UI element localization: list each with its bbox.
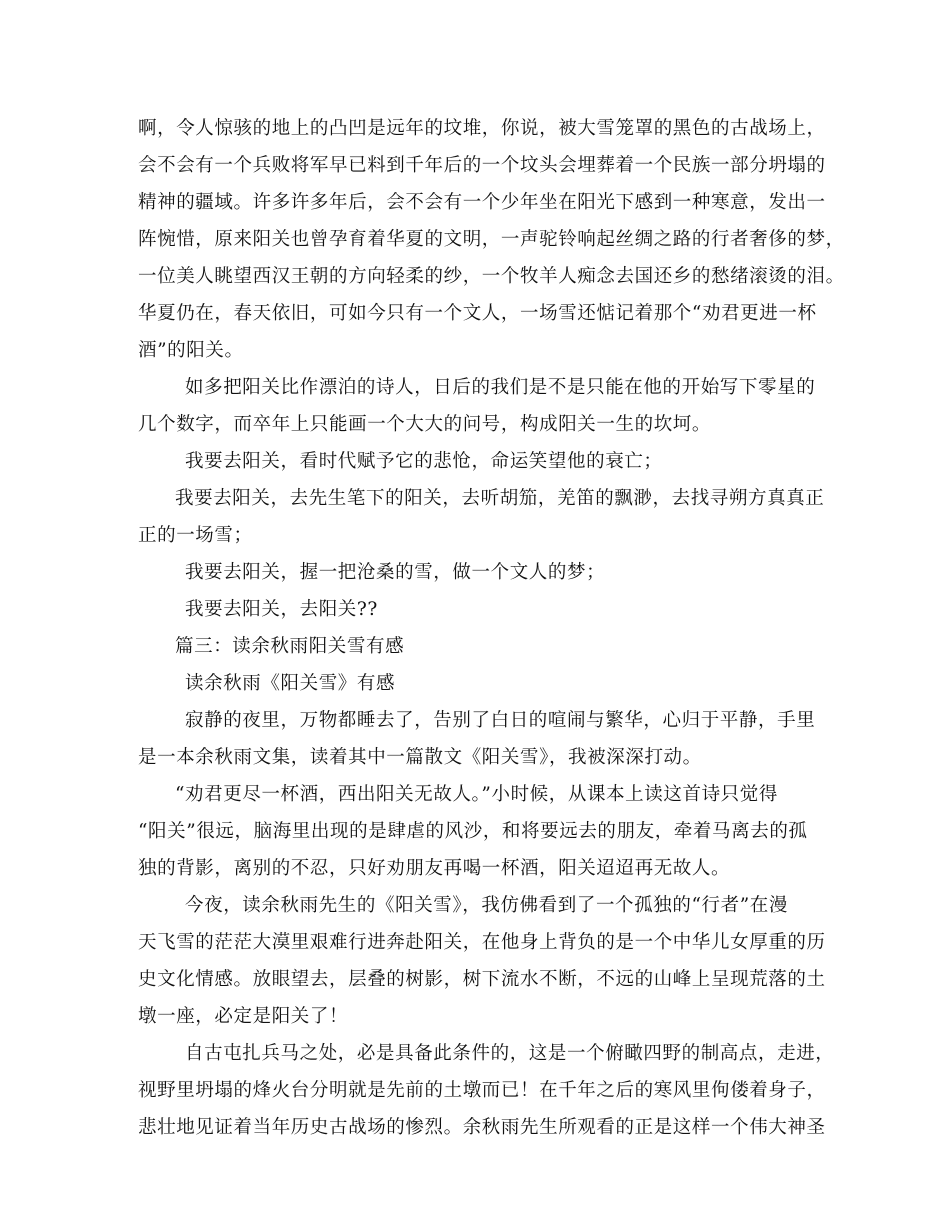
text-line: 我要去阳关，握一把沧桑的雪，做一个文人的梦；	[185, 562, 606, 583]
text-line: 今夜，读余秋雨先生的《阳关雪》，我仿佛看到了一个孤独的“行者”在漫	[185, 895, 788, 916]
text-line: 是一本余秋雨文集，读着其中一篇散文《阳关雪》，我被深深打动。	[138, 747, 702, 768]
text-line: 我要去阳关，去阳关??	[185, 599, 378, 620]
text-line: 视野里坍塌的烽火台分明就是先前的土墩而已！在千年之后的寒风里佝偻着身子，	[138, 1080, 826, 1101]
text-line: 正的一场雪；	[138, 525, 253, 546]
text-line: 天飞雪的茫茫大漠里艰难行进奔赴阳关，在他身上背负的是一个中华儿女厚重的历	[138, 932, 826, 953]
text-line: 独的背影，离别的不忍，只好劝朋友再喝一杯酒，阳关迢迢再无故人。	[138, 858, 731, 879]
text-line: 史文化情感。放眼望去，层叠的树影，树下流水不断，不远的山峰上呈现荒落的土	[138, 969, 826, 990]
text-line: 如多把阳关比作漂泊的诗人，日后的我们是不是只能在他的开始写下零星的	[185, 377, 816, 398]
text-line: 悲壮地见证着当年历史古战场的惨烈。余秋雨先生所观看的正是这样一个伟大神圣	[138, 1117, 826, 1138]
text-line: 几个数字，而卒年上只能画一个大大的问号，构成阳关一生的坎坷。	[138, 414, 712, 435]
text-line: 寂静的夜里，万物都睡去了，告别了白日的喧闹与繁华，心归于平静，手里	[185, 710, 816, 731]
text-line: 华夏仍在，春天依旧，可如今只有一个文人，一场雪还惦记着那个“劝君更进一杯	[138, 303, 817, 324]
text-line: 酒”的阳关。	[138, 340, 244, 361]
text-line: “阳关”很远，脑海里出现的是肆虐的风沙，和将要远去的朋友，牵着马离去的孤	[138, 821, 808, 842]
text-line: 精神的疆域。许多许多年后，会不会有一个少年坐在阳光下感到一种寒意，发出一	[138, 192, 826, 213]
text-line: 一位美人眺望西汉王朝的方向轻柔的纱，一个牧羊人痴念去国还乡的愁绪滚烫的泪。	[138, 266, 845, 287]
text-line: 自古屯扎兵马之处，必是具备此条件的，这是一个俯瞰四野的制高点，走进，	[185, 1043, 835, 1064]
text-line: 墩一座，必定是阳关了！	[138, 1006, 349, 1027]
text-line: “劝君更尽一杯酒，西出阳关无故人。”小时候，从课本上读这首诗只觉得	[175, 784, 778, 805]
article-title: 读余秋雨《阳关雪》有感	[185, 673, 396, 694]
text-line: 我要去阳关，看时代赋予它的悲怆，命运笑望他的衰亡；	[185, 451, 663, 472]
text-line: 会不会有一个兵败将军早已料到千年后的一个坟头会埋葬着一个民族一部分坍塌的	[138, 155, 826, 176]
text-line: 我要去阳关，去先生笔下的阳关，去听胡笳，羌笛的飘渺，去找寻朔方真真正	[175, 488, 825, 509]
section-heading: 篇三：读余秋雨阳关雪有感	[175, 636, 405, 657]
text-line: 阵惋惜，原来阳关也曾孕育着华夏的文明，一声驼铃响起丝绸之路的行者奢侈的梦，	[138, 229, 845, 250]
text-line: 啊，令人惊骇的地上的凸凹是远年的坟堆，你说，被大雪笼罩的黑色的古战场上，	[138, 118, 826, 139]
